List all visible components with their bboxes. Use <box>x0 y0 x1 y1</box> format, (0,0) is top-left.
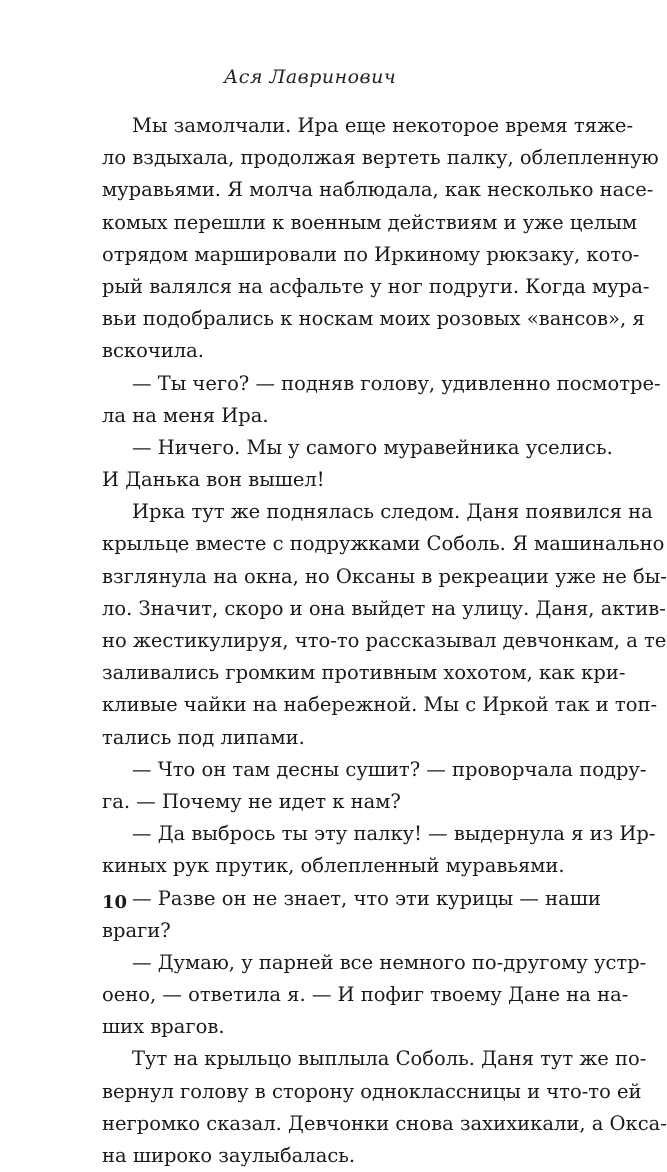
text-line: рый валялся на асфальте у ног подруги. Когда мура- <box>102 274 650 298</box>
text-line: вернул голову в сторону одноклассницы и что-то ей <box>102 1079 642 1103</box>
text-line: кливые чайки на набережной. Мы с Иркой так и топ- <box>102 693 658 717</box>
text-line: ших врагов. <box>102 1015 225 1039</box>
text-line: негромко сказал. Девчонки снова захихикали, а Окса- <box>102 1111 667 1135</box>
text-line: Ирка тут же поднялась следом. Даня появился на <box>132 500 653 524</box>
text-line: крыльце вместе с подружками Соболь. Я машинально <box>102 532 665 556</box>
text-line: га. — Почему не идет к нам? <box>102 789 401 813</box>
text-line: вскочила. <box>102 339 204 363</box>
text-line: — Разве он не знает, что эти курицы — наши <box>132 886 601 910</box>
text-line: тались под липами. <box>102 725 305 749</box>
text-line: отрядом маршировали по Иркиному рюкзаку, кото- <box>102 242 640 266</box>
text-line: Мы замолчали. Ира еще некоторое время тяже- <box>132 114 634 137</box>
page-number: 10 <box>102 892 128 913</box>
text-line: враги? <box>102 918 171 942</box>
text-line: — Да выбрось ты эту палку! — выдернула я из Ир- <box>132 822 656 846</box>
text-line: — Что он там десны сушит? — проворчала подру- <box>132 757 647 781</box>
text-line: — Думаю, у парней все немного по-другому устр- <box>132 950 647 974</box>
text-line: вьи подобрались к носкам моих розовых «вансов», я <box>102 307 645 331</box>
text-line: но жестикулируя, что-то рассказывал девчонкам, а те <box>102 629 667 652</box>
text-line: киных рук прутик, облепленный муравьями. <box>102 854 565 878</box>
text-line: И Данька вон вышел! <box>102 468 325 492</box>
body-text <box>102 110 667 1172</box>
text-line: на широко заулыбалась. <box>102 1144 356 1167</box>
text-line: ло вздыхала, продолжая вертеть палку, облепленную <box>102 146 659 170</box>
text-line: заливались громким противным хохотом, как кри- <box>102 661 626 685</box>
text-line: взглянула на окна, но Оксаны в рекреации уже не бы- <box>102 564 667 588</box>
text-line: ла на меня Ира. <box>102 403 269 427</box>
text-line: — Ничего. Мы у самого муравейника уселись. <box>132 435 613 459</box>
text-line: муравьями. Я молча наблюдала, как несколько насе- <box>102 178 654 202</box>
text-line: оено, — ответила я. — И пофиг твоему Дане на на- <box>102 983 629 1007</box>
text-line: комых перешли к военным действиям и уже целым <box>102 210 638 234</box>
text-line: Тут на крыльцо выплыла Соболь. Даня тут же по- <box>132 1047 647 1071</box>
text-line: — Ты чего? — подняв голову, удивленно посмотре- <box>132 371 661 395</box>
text-line: ло. Значит, скоро и она выйдет на улицу. Даня, актив- <box>102 596 666 620</box>
running-header-author: Ася Лавринович <box>223 66 397 88</box>
